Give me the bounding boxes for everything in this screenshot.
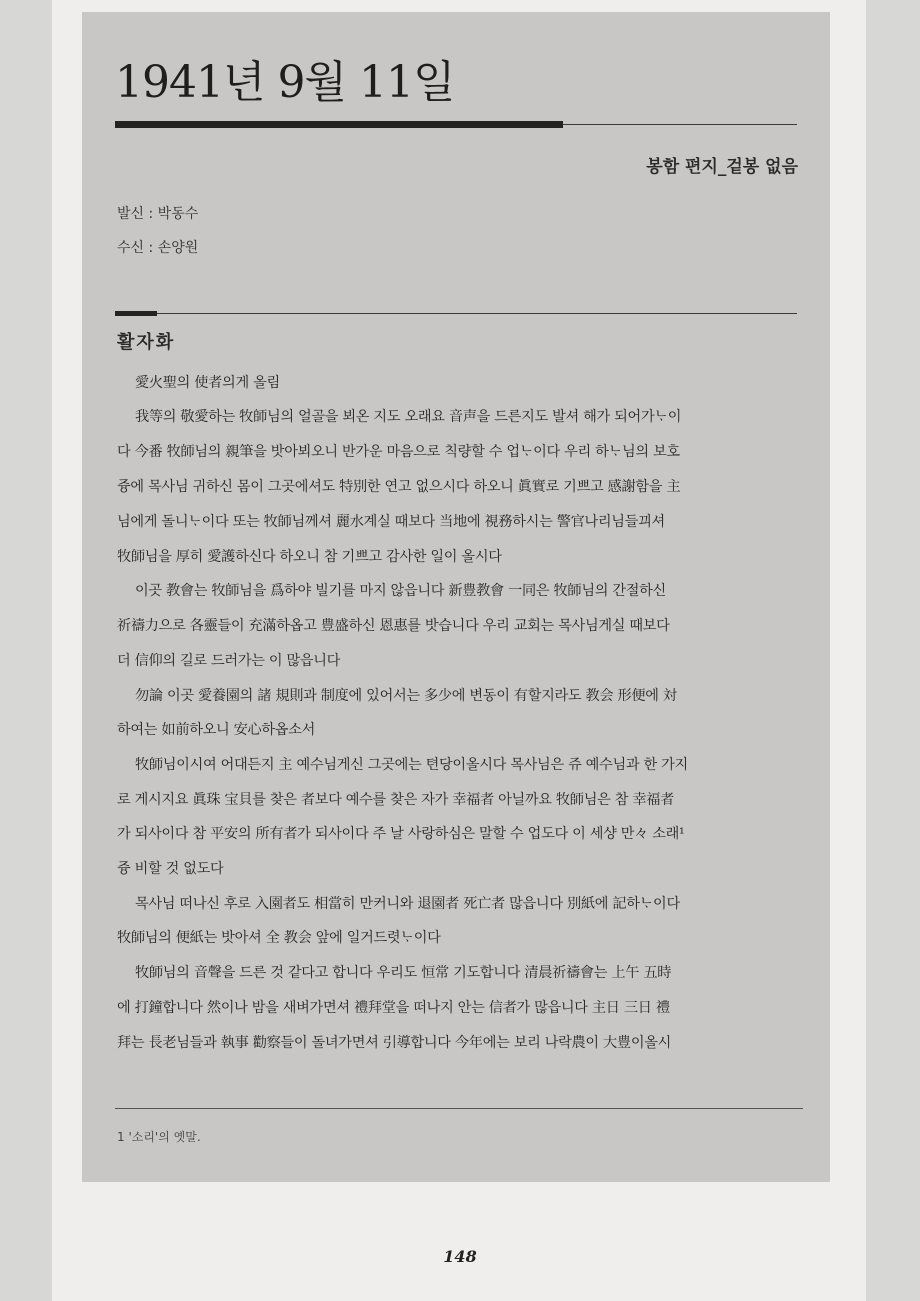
body-line: 牧師님의 便紙는 밧아셔 全 教会 앞에 일거드렷ᄂᆞ이다 xyxy=(117,930,441,946)
page-title: 1941년 9월 11일 xyxy=(115,57,455,108)
footnote: 1 '소리'의 옛말. xyxy=(117,1130,201,1144)
body-line: 拜는 長老님들과 執事 勸察들이 돌녀가면셔 引導합니다 今年에는 보리 나락農이 大豊이올시 xyxy=(117,1035,672,1051)
body-line: 하여는 如前하오니 安心하옵소서 xyxy=(117,722,316,738)
section-heading: 활자화 xyxy=(117,332,176,353)
body-line: 牧師님이시여 어대든지 主 예수님게신 그곳에는 텬당이올시다 목사님은 쥬 예수님과 한 가지 xyxy=(135,757,688,773)
body-line: 더 信仰의 길로 드러가는 이 많읍니다 xyxy=(117,653,341,669)
body-line: 즁에 목사님 귀하신 몸이 그곳에셔도 特別한 연고 없으시다 하오니 眞實로 기쁘고 感謝함을 主 xyxy=(117,479,681,495)
sender-line: 발신 : 박동수 xyxy=(117,206,199,222)
body-line: 다 今番 牧師님의 親筆을 밧아뵈오니 반가운 마음으로 칙량할 수 업ᄂᆞ이다 우리 하ᄂᆞ님의 보호 xyxy=(117,444,680,460)
receiver-line: 수신 : 손양원 xyxy=(117,240,199,256)
body-line: 즁 비할 것 없도다 xyxy=(117,861,224,877)
section-rule-thin xyxy=(157,313,797,314)
section-rule-thick xyxy=(115,311,157,316)
body-line: 牧師님을 厚히 愛護하신다 하오니 참 기쁘고 감사한 일이 올시다 xyxy=(117,549,502,565)
title-rule-thin xyxy=(563,124,797,125)
body-line: 我等의 敬愛하는 牧師님의 얼골을 뵈온 지도 오래요 音声을 드른지도 발셔 해가 되어가ᄂᆞ이 xyxy=(135,409,682,425)
body-line: 에 打鐘합니다 然이나 밤을 새벼가면셔 禮拜堂을 떠나지 안는 信者가 많읍니다 主日 三日 禮 xyxy=(117,1000,670,1016)
title-rule-thick xyxy=(115,121,563,128)
body-line: 祈禱力으로 各靈들이 充滿하옵고 豊盛하신 恩惠를 밧습니다 우리 교회는 목사님게실 때보다 xyxy=(117,618,670,634)
body-line: 목사님 떠나신 후로 入園者도 相當히 만커니와 退園者 死亡者 많읍니다 別紙에 記하ᄂᆞ이다 xyxy=(135,896,680,912)
body-line: 牧師님의 音聲을 드른 것 같다고 합니다 우리도 恒常 기도합니다 清晨祈禱會는 上午 五時 xyxy=(135,965,672,981)
body-line: 愛火聖의 使者의게 올림 xyxy=(135,375,280,391)
body-line: 勿論 이곳 愛養園의 諸 規則과 制度에 있어서는 多少에 변동이 有할지라도 教会 形便에 対 xyxy=(135,688,677,704)
footnote-rule xyxy=(115,1108,803,1109)
body-line: 이곳 教會는 牧師님을 爲하야 빌기를 마지 않읍니다 新豊教會 一同은 牧師님의 간절하신 xyxy=(135,583,666,599)
body-line: 가 되사이다 참 平安의 所有者가 되사이다 주 날 사랑하심은 말할 수 업도다 이 세샹 만々 소래¹ xyxy=(117,826,685,842)
letter-type-label: 봉함 편지_겉봉 없음 xyxy=(646,157,798,177)
body-line: 님에게 돌니ᄂᆞ이다 또는 牧師님께셔 麗水계실 때보다 当地에 視務하시는 警官나리님들끠셔 xyxy=(117,514,665,530)
body-line: 로 게시지요 眞珠 宝貝를 찾은 者보다 예수를 찾은 자가 幸福者 아닐까요 牧師님은 참 幸福者 xyxy=(117,792,674,808)
page-number: 148 xyxy=(443,1247,477,1266)
